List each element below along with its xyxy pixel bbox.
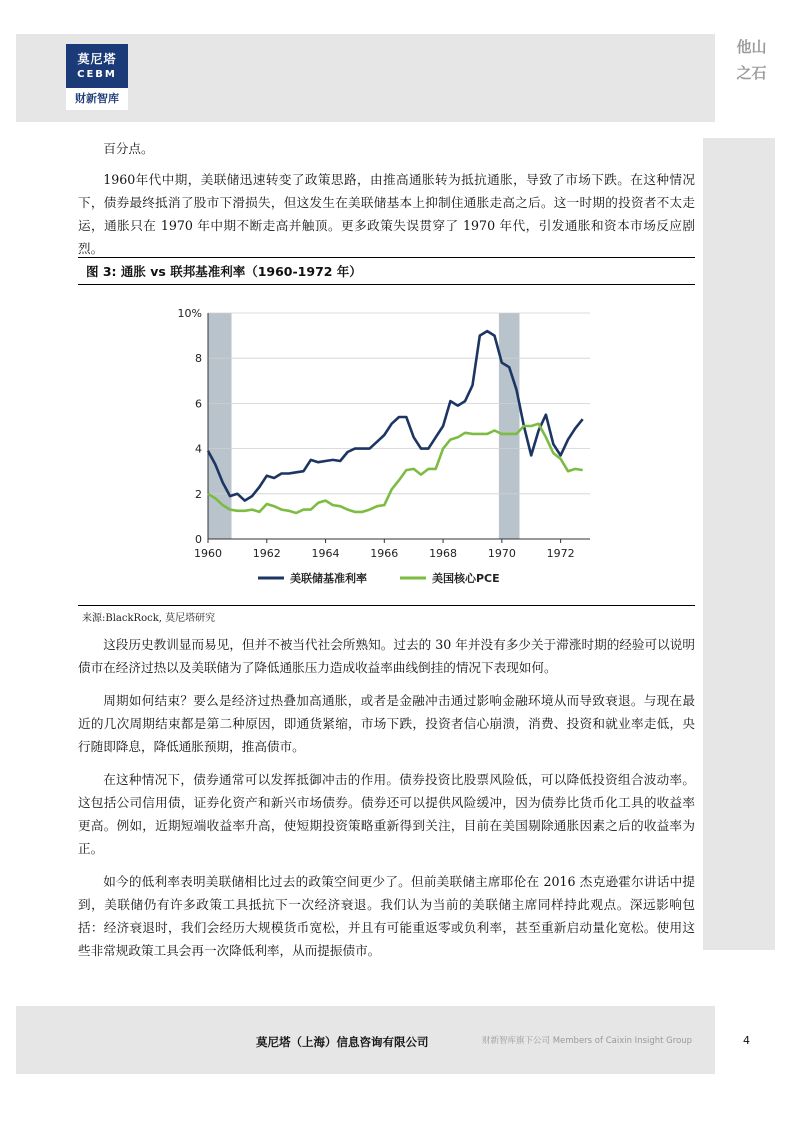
page-number: 4: [743, 1034, 750, 1047]
logo-text-cn: 莫尼塔: [77, 52, 117, 66]
figure-title: 图 3: 通胀 vs 联邦基准利率（1960-1972 年）: [78, 257, 695, 285]
footer-company: 莫尼塔（上海）信息咨询有限公司: [256, 1035, 429, 1049]
logo-text-caixin: 财新智库: [66, 88, 128, 110]
x-tick-label: 1968: [429, 547, 458, 560]
section-tab-line1: 他山: [736, 38, 767, 56]
y-tick-label: 6: [195, 397, 202, 411]
line-chart: [178, 297, 598, 597]
x-tick-label: 1966: [370, 547, 399, 560]
paragraph: 1960年代中期，美联储迅速转变了政策思路，由推高通胀转为抵抗通胀，导致了市场下跌。在这种情况下，债券最终抵消了股市下滑损失，但这发生在美联储基本上抑制住通胀走高之后。这一时期的投资者不太走运，通胀只在 1970 年中期不断走高并触顶。更多政策失误贯穿了 1970 年代，引发通胀和资本市场反应剧烈。: [78, 172, 695, 256]
y-tick-label: 2: [195, 487, 202, 501]
section-tab: [725, 34, 778, 122]
y-tick-label: 4: [195, 442, 202, 456]
x-tick-label: 1972: [546, 547, 575, 560]
paragraph-continued: 百分点。: [103, 141, 154, 156]
y-tick-label: 0: [195, 533, 202, 546]
body-text-top: [78, 137, 695, 260]
y-tick-label: 8: [195, 352, 202, 366]
figure: [78, 257, 695, 627]
side-band: [703, 138, 775, 950]
paragraph: 这段历史教训显而易见，但并不被当代社会所熟知。过去的 30 年并没有多少关于滞涨时期的经验可以说明债市在经济过热以及美联储为了降低通胀压力造成收益率曲线倒挂的情况下表现如何。: [78, 637, 695, 675]
legend-label: 美国核心PCE: [432, 572, 500, 585]
figure-source: 来源:BlackRock, 莫尼塔研究: [78, 605, 695, 624]
body-text-bottom: [78, 633, 695, 962]
x-tick-label: 1964: [311, 547, 340, 560]
paragraph: 在这种情况下，债券通常可以发挥抵御冲击的作用。债券投资比股票风险低，可以降低投资组合波动率。这包括公司信用债，证券化资产和新兴市场债券。债券还可以提供风险缓冲，因为债券比货币化工具的收益率更高。例如，近期短端收益率升高，使短期投资策略重新得到关注，目前在美国剔除通胀因素之后的收益率为正。: [78, 772, 695, 856]
recession-band: [208, 313, 232, 539]
company-logo: [66, 44, 128, 110]
logo-text-en: CEBM: [77, 69, 117, 80]
series-line-fed-funds-rate: [208, 331, 583, 501]
y-tick-label: 10%: [178, 307, 202, 320]
x-tick-label: 1970: [487, 547, 516, 560]
recession-band: [499, 313, 520, 539]
x-tick-label: 1962: [252, 547, 281, 560]
section-tab-line2: 之石: [736, 64, 767, 82]
footer-group: 财新智库旗下公司 Members of Caixin Insight Group: [482, 1036, 693, 1046]
x-tick-label: 1960: [194, 547, 222, 560]
paragraph: 如今的低利率表明美联储相比过去的政策空间更少了。但前美联储主席耶伦在 2016 杰克逊霍尔讲话中提到，美联储仍有许多政策工具抵抗下一次经济衰退。我们认为当前的美联储主席同样持此观点。深远影响包括：经济衰退时，我们会经历大规模货币宽松，并且有可能重返零或负利率，甚至重新启动量化宽松。使用这些非常规政策工具会再一次降低利率，从而提振债市。: [78, 874, 695, 958]
paragraph: 周期如何结束？要么是经济过热叠加高通胀，或者是金融冲击通过影响金融环境从而导致衰退。与现在最近的几次周期结束都是第二种原因，即通货紧缩，市场下跌，投资者信心崩溃，消费、投资和就业率走低，央行随即降息，降低通胀预期，推高债市。: [78, 693, 695, 754]
legend-label: 美联储基准利率: [290, 572, 367, 585]
